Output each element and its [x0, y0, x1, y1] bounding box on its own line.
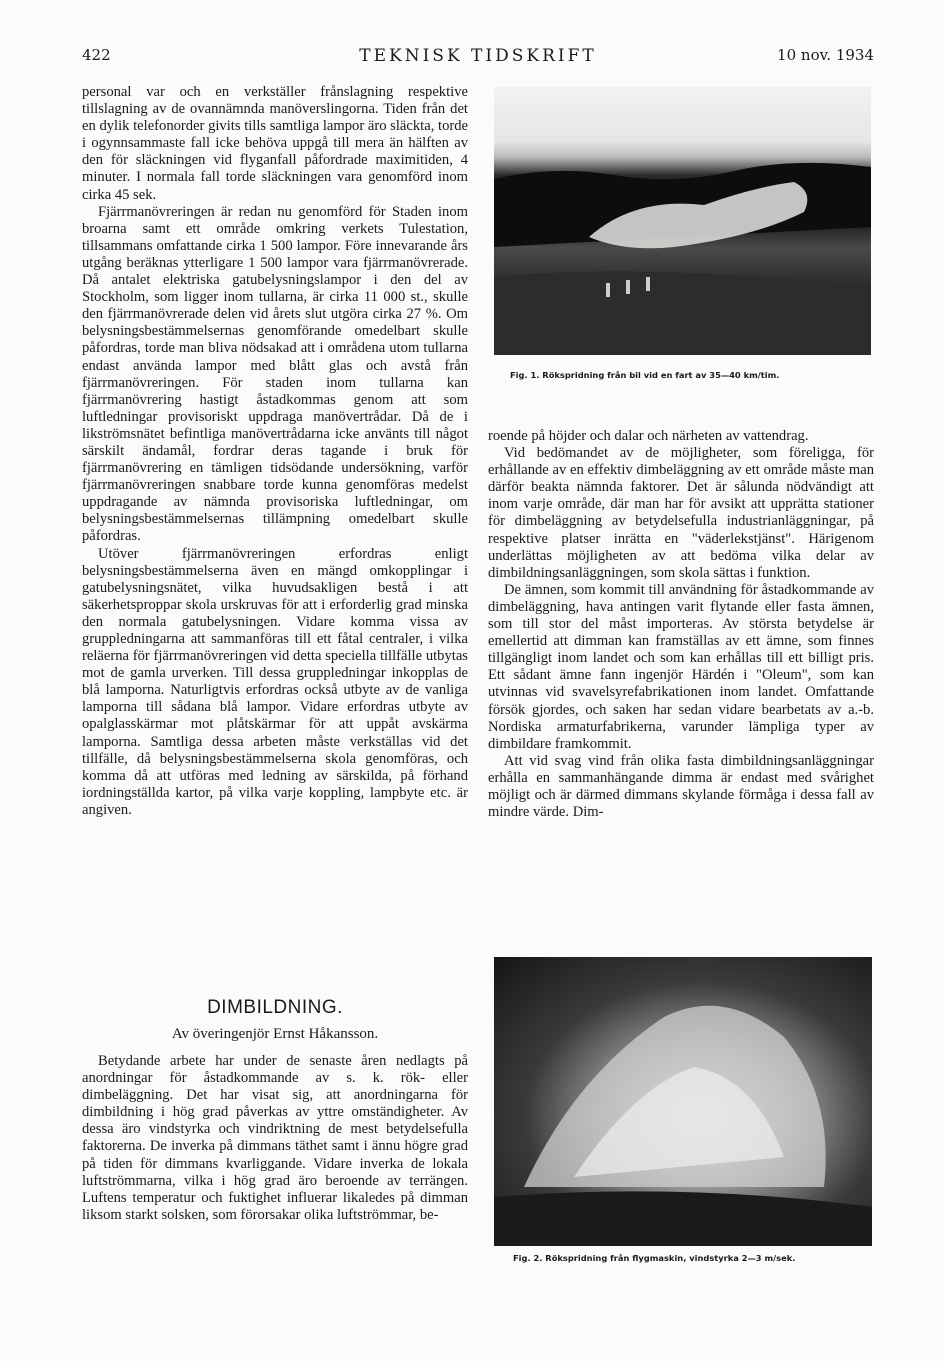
smoke-airplane-illustration [494, 957, 872, 1246]
right-column-text [488, 428, 874, 821]
page-number: 422 [82, 46, 111, 64]
article-intro-text [82, 1053, 468, 1224]
paragraph: roende på höjder och dalar och närheten av vattendrag. [488, 428, 809, 444]
article-title: DIMBILDNING. [207, 997, 343, 1018]
paragraph: Att vid svag vind från olika fasta dimbildningsanläggningar erhålla en sammanhängande dimma är endast med svårighet möjligt och är därmed dimmans skylande förmåga i dessa fall av mindre värde. Dim- [488, 752, 874, 821]
figure-2-photo [494, 957, 872, 1246]
figure-1-photo [494, 87, 871, 355]
figure-1-caption: Fig. 1. Rökspridning från bil vid en fart av 35—40 km/tim. [510, 370, 780, 380]
paragraph: Utöver fjärrmanövreringen erfordras enligt belysningsbestämmelserna även en mängd omkopplingar i gatubelysningsnätet, vilka huvudsakligen bestå i att säkerhetsproppar skola urskruvas för att i erforderlig grad minska den normala gatubelysningen. Vidare komma vissa av gruppledningarna att sammanföras till ett fåtal centraler, i vilka reläerna för fjärrmanövreringen vid detta speciella tillfälle utbytas mot de gamla urverken. Till dessa gruppledningar inkopplas de blå lamporna. Naturligtvis erfordras också utbyte av de vanliga lamporna till sådana blå lampor. Vidare erfordras utbyte av opalglasskärmar mot plåtskärmar för att uppåt avskärma lamporna. Samtliga dessa arbeten måste verkställas vid det tillfälle, då belysningsbestämmelserna skola genomföras, och komma då att utföras med ledning av särskilda, på förhand iordningställda kartor, på vilka varje koppling, lampbyte etc. är angiven. [82, 545, 468, 818]
left-column-text [82, 84, 468, 819]
page-header [82, 46, 874, 70]
smoke-car-illustration [494, 87, 871, 355]
paragraph: Fjärrmanövreringen är redan nu genomförd för Staden inom broarna samt ett område omkring verkets Tulestation, tillsammans omfattande cirka 1 500 lampor. Före innevarande års utgång beräknas ytterligare 1 500 lampor vara fjärrmanövrerade. Då antalet elektriska gatubelysningslampor i den del av Stockholm, som ligger inom tullarna, är cirka 11 000 st., skulle den fjärrmanövrerade delen vid årets slut utgöra cirka 27 %. Om belysningsbestämmelsernas genomförande omedelbart skulle påfordras, torde man bliva nödsakad att i områdena utom tullarna endast använda lampor med blått glas och avstå från fjärrmanövreringen. För staden inom tullarna kan fjärrmanövrering hastigt åstadkommas genom att som luftledningar provisoriskt uppdraga manövertrådar. Då de i likströmsnätet befintliga manövertrådarna icke använts till något särskilt ändamål, fordrar deras tagande i bruk för fjärrmanövrering en tämligen tidsödande undersökning, varför fjärrmanövreringen snabbare torde kunna genomföras medelst uppdragande av nämnda provisoriska luftledningar, om belysningsbestämmelsernas tillämpning omedelbart skulle påfordras. [82, 203, 468, 545]
paragraph: personal var och en verkställer frånslagning respektive tillslagning av de ovannämnda manöverslingorna. Tiden från det en dylik telefonorder givits tills samtliga lampor äro släckta, torde i ogynnsammaste fall icke behöva uppgå till mera än hälften av den för släckningen vid flyganfall påfordrade maximitiden, 4 minuter. I normala fall torde släckningen vara genomförd inom cirka 45 sek. [82, 84, 468, 203]
article-byline: Av överingenjör Ernst Håkansson. [171, 1026, 379, 1042]
paragraph: De ämnen, som kommit till användning för åstadkommande av dimbeläggning, hava antingen varit flytande eller fasta ämnen, som till stor del måst importeras. Av största betydelse är emellertid att dimman kan framställas av ett ämne, som finnes tillgängligt inom landet och som kan erhållas till ett billigt pris. Ett sådant ämne fann ingenjör Härdén i "Oleum", som kan utvinnas vid svavelsyrefabrikationen inom landet. Omfattande försök gjordes, och saken har sedan vidare bearbetats av a.-b. Nordiska armaturfabrikerna, varunder lämpliga typer av dimbildare framkommit. [488, 581, 874, 752]
issue-date: 10 nov. 1934 [777, 46, 874, 64]
journal-title: TEKNISK TIDSKRIFT [359, 46, 597, 66]
paragraph: Betydande arbete har under de senaste åren nedlagts på anordningar för åstadkommande av s. k. rök- eller dimbeläggning. Det har visat sig, att anordningarna för dimbildning i hög grad påverkas av yttre omständigheter. Av dessa äro vindstyrka och vindriktning de mest betydelsefulla faktorerna. De inverka på dimmans täthet samt i ännu högre grad på tiden för dimmans kvarliggande. Vidare inverka de lokala luftströmmarna, vilka i hög grad äro beroende av terrängen. Luftens temperatur och fuktighet influerar likaledes på dimman liksom starkt solsken, som förorsakar olika luftströmmar, be- [82, 1053, 468, 1223]
paragraph: Vid bedömandet av de möjligheter, som föreligga, för erhållande av en effektiv dimbeläggning av ett område måste man därför beakta nämnda faktorer. Det är sålunda nödvändigt att inom varje område, där man har för avsikt att upprätta stationer för dimbeläggning av betydelsefulla industrianläggningar, på respektive platser inrätta en "väderlekstjänst". Härigenom underlättas möjligheten av att bedöma vilka delar av dimbildningsanläggningen, som skola sättas i funktion. [488, 445, 874, 581]
figure-2-caption: Fig. 2. Rökspridning från flygmaskin, vindstyrka 2—3 m/sek. [513, 1253, 796, 1263]
